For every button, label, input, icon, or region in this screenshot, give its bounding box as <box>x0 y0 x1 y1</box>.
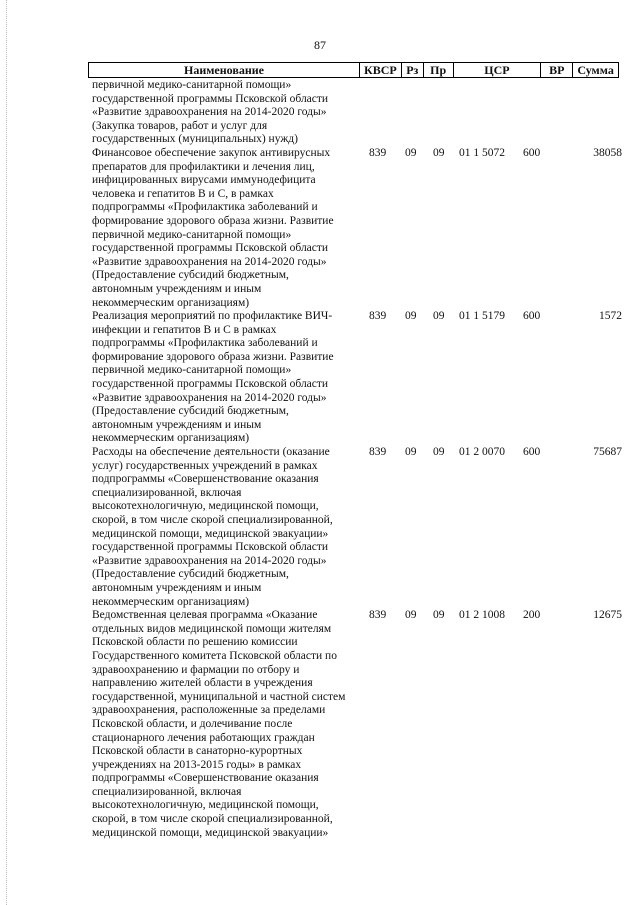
continuation-line: государственных (муниципальных) нужд) <box>92 133 298 146</box>
table-header <box>88 62 619 78</box>
cell-csr: 01 2 0070 <box>459 446 505 459</box>
row-name-line: (Предоставление субсидий бюджетным, <box>92 405 289 418</box>
table-row <box>92 609 622 840</box>
row-name-line: Псковской области по решению комиссии <box>92 636 298 649</box>
row-name-line: Расходы на обеспечение деятельности (оказание <box>92 446 330 459</box>
row-name-line: формирование здорового образа жизни. Развитие <box>92 350 334 363</box>
cell-sum: 75687 <box>593 446 622 459</box>
row-name-line: государственной программы Псковской области <box>92 378 329 391</box>
row-name-line: направлению жителей области в учреждения <box>92 677 313 690</box>
row-name-line: некоммерческим организациям) <box>92 296 250 309</box>
row-name-line: инфекции и гепатитов В и С в рамках <box>92 323 277 336</box>
row-name-line: скорой, в том числе скорой специализированной, <box>92 514 333 526</box>
cell-rz: 09 <box>405 310 417 323</box>
row-name-line: высокотехнологичную, медицинской помощи, <box>92 500 319 513</box>
cell-sum: 38058 <box>593 146 622 159</box>
cell-rz: 09 <box>405 446 417 459</box>
row-name-line: первичной медико-санитарной помощи» <box>92 228 292 241</box>
row-name-line: подпрограммы «Профилактика заболеваний и <box>92 201 318 214</box>
row-name-line: специализированной, включая <box>92 785 242 798</box>
row-name-line: Государственного комитета Псковской области по <box>92 649 337 662</box>
row-name-line: стационарного лечения работающих граждан <box>92 731 315 744</box>
row-name-line: Реализация мероприятий по профилактике ВИЧ- <box>92 310 333 323</box>
row-name-line: человека и гепатитов В и С, в рамках <box>92 187 274 200</box>
row-name-line: отдельных видов медицинской помощи жителям <box>92 622 332 635</box>
cell-rz: 09 <box>405 609 417 622</box>
continuation-line: (Закупка товаров, работ и услуг для <box>92 119 268 132</box>
header-rz: Рз <box>402 63 424 77</box>
row-name-line: первичной медико-санитарной помощи» <box>92 364 292 377</box>
cell-rz: 09 <box>405 146 417 159</box>
cell-sum: 12675 <box>593 609 622 622</box>
row-name-line: медицинской помощи, медицинской эвакуации» <box>92 527 329 540</box>
header-kvsr: КВСР <box>360 63 402 77</box>
cell-vr: 600 <box>523 446 541 459</box>
table-row <box>92 446 622 609</box>
continuation-line: государственной программы Псковской области <box>92 92 329 105</box>
header-vr: ВР <box>541 63 573 77</box>
row-name <box>92 310 357 446</box>
row-name-line: инфицированных вирусами иммунодефицита <box>92 174 316 187</box>
row-name-line: некоммерческим организациям) <box>92 595 250 608</box>
row-name-line: подпрограммы «Совершенствование оказания <box>92 772 319 785</box>
cell-vr: 200 <box>523 609 541 622</box>
cell-csr: 01 2 1008 <box>459 609 505 622</box>
row-name-line: подпрограммы «Совершенствование оказания <box>92 473 319 486</box>
cell-sum: 1572 <box>599 310 622 323</box>
row-name-line: автономным учреждениям и иным <box>92 282 262 295</box>
continued-name-text <box>92 79 357 147</box>
page-number: 87 <box>314 38 326 52</box>
row-name-line: (Предоставление субсидий бюджетным, <box>92 568 289 581</box>
cell-vr: 600 <box>523 146 541 159</box>
row-name-line: «Развитие здравоохранения на 2014-2020 годы» <box>92 391 327 404</box>
cell-kvsr: 839 <box>369 310 387 323</box>
row-name-line: некоммерческим организациям) <box>92 432 250 445</box>
table-body <box>92 79 622 840</box>
row-name-line: специализированной, включая <box>92 486 242 499</box>
continuation-line: «Развитие здравоохранения на 2014-2020 годы» <box>92 106 327 119</box>
row-name-line: здравоохранению и фармации по отбору и <box>92 663 300 676</box>
row-name-line: «Развитие здравоохранения на 2014-2020 годы» <box>92 554 327 567</box>
row-name-line: Псковской области, и долечивание после <box>92 717 293 730</box>
cell-pr: 09 <box>433 609 445 622</box>
row-name <box>92 446 357 609</box>
row-name-line: подпрограммы «Профилактика заболеваний и <box>92 337 318 350</box>
row-name-line: Псковской области в санаторно-курортных <box>92 745 303 758</box>
row-name-line: препаратов для профилактики и лечения лиц, <box>92 160 315 173</box>
row-name-line: скорой, в том числе скорой специализированной, <box>92 813 333 826</box>
table-rows <box>92 147 622 840</box>
row-name-line: медицинской помощи, медицинской эвакуации» <box>92 826 329 839</box>
cell-pr: 09 <box>433 146 445 159</box>
row-name-line: формирование здорового образа жизни. Развитие <box>92 214 334 227</box>
row-name-line: Ведомственная целевая программа «Оказание <box>92 609 318 622</box>
header-sum: Сумма <box>577 63 614 77</box>
row-name-line: «Развитие здравоохранения на 2014-2020 годы» <box>92 255 327 268</box>
row-name-line: услуг) государственных учреждений в рамках <box>92 459 318 472</box>
cell-kvsr: 839 <box>369 146 387 159</box>
header-pr: Пр <box>424 63 454 77</box>
continuation-line: первичной медико-санитарной помощи» <box>92 79 292 91</box>
row-name-line: государственной программы Псковской области <box>92 541 329 554</box>
row-name-line: высокотехнологичную, медицинской помощи, <box>92 799 319 812</box>
cell-kvsr: 839 <box>369 446 387 459</box>
cell-csr: 01 1 5179 <box>459 310 505 323</box>
cell-kvsr: 839 <box>369 609 387 622</box>
row-name <box>92 147 357 310</box>
cell-csr: 01 1 5072 <box>459 146 505 159</box>
row-name-line: Финансовое обеспечение закупок антивирусных <box>92 146 331 159</box>
row-name <box>92 609 357 840</box>
row-name-line: учреждениях на 2013-2015 годы» в рамках <box>92 758 302 771</box>
table-row <box>92 147 622 310</box>
page-margin-line <box>6 0 7 905</box>
cell-pr: 09 <box>433 310 445 323</box>
table-row <box>92 310 622 446</box>
header-csr: ЦСР <box>454 63 542 77</box>
cell-pr: 09 <box>433 446 445 459</box>
row-name-line: здравоохранения, расположенные за пределами <box>92 704 326 717</box>
row-name-line: автономным учреждениям и иным <box>92 581 262 594</box>
row-name-line: государственной, муниципальной и частной систем <box>92 690 346 703</box>
cell-vr: 600 <box>523 310 541 323</box>
row-name-line: автономным учреждениям и иным <box>92 418 262 431</box>
row-name-line: (Предоставление субсидий бюджетным, <box>92 269 289 282</box>
row-name-line: государственной программы Псковской области <box>92 242 329 255</box>
header-name: Наименование <box>89 63 360 77</box>
